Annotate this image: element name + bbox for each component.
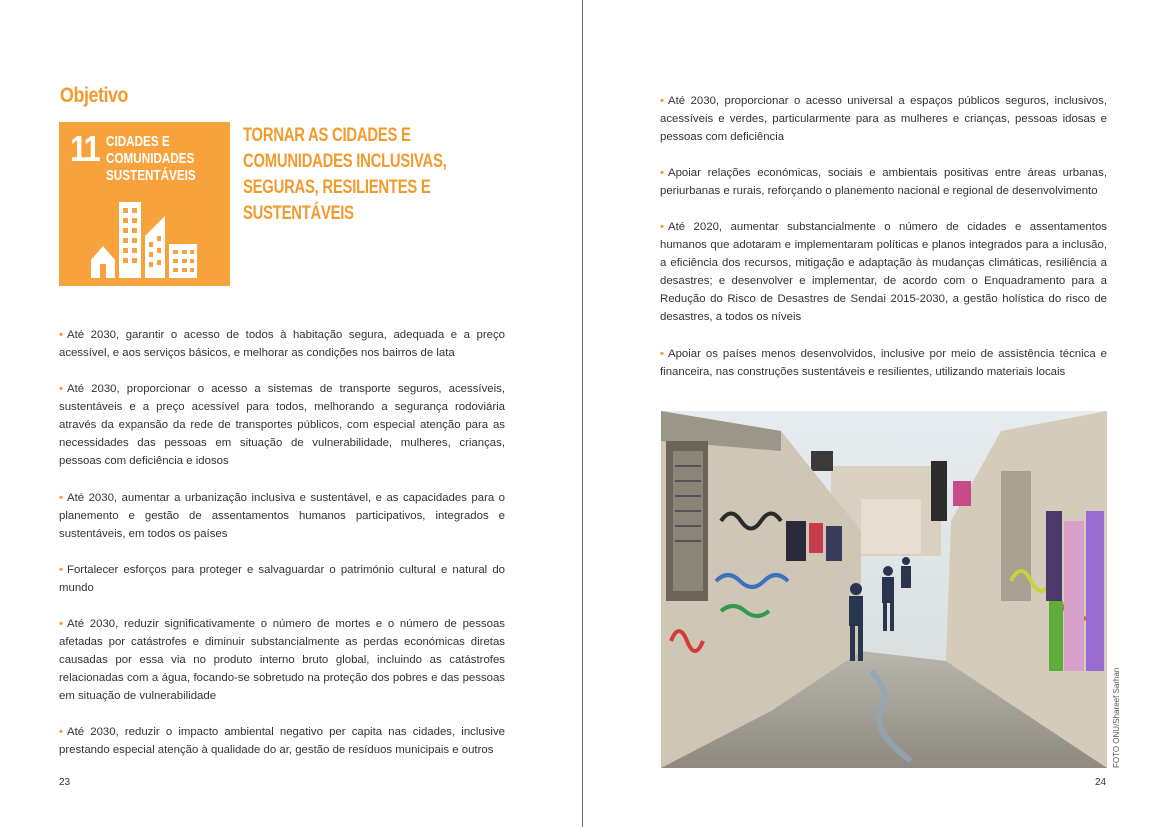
target-text: Até 2020, aumentar substancialmente o número de cidades e assentamentos humanos que adotaram e implementaram políticas e planos integrados para a inclusão, a eficiência dos recursos, mitigação e adaptação às mudanças climáticas, resiliência a desastres; e desenvolver e implementar, de acordo com o Enquadramento para a Redução do Risco de Desastres de Sendai 2015-2030, a gestão holística do risco de desastres, a todos os níveis [660, 221, 1107, 323]
photo-credit: FOTO ONU/Shareef Sarhan [1112, 667, 1121, 768]
sdg-11-tile [59, 122, 230, 286]
target-item [59, 326, 505, 362]
bullet-icon: • [59, 726, 63, 738]
bullet-icon: • [660, 167, 664, 179]
target-item [59, 489, 505, 543]
page-number: 24 [1095, 777, 1107, 788]
target-item [660, 218, 1107, 326]
target-item [660, 345, 1107, 381]
target-text: Apoiar os países menos desenvolvidos, inclusive por meio de assistência técnica e financeira, nas construções sustentáveis e resilientes, utilizando materiais locais [660, 348, 1107, 378]
section-heading: Objetivo [60, 84, 129, 107]
target-item [59, 561, 505, 597]
target-text: Apoiar relações económicas, sociais e ambientais positivas entre áreas urbanas, periurbanas e rurais, reforçando o planemento nacional e regional de desenvolvimento [660, 167, 1107, 197]
page-divider [582, 0, 583, 827]
goal-title: TORNAR AS CIDADES E COMUNIDADES INCLUSIVAS, SEGURAS, RESILIENTES E SUSTENTÁVEIS [243, 125, 447, 224]
target-item [660, 164, 1107, 200]
target-text: Até 2030, reduzir significativamente o número de mortes e o número de pessoas afetadas por catástrofes e diminuir substancialmente as perdas económicas diretas causadas por essa via no produto interno bruto global, incluindo as catástrofes relacionadas com a água, focando-se sobretudo na proteção dos pobres e das pessoas em situação de vulnerabilidade [59, 618, 505, 702]
target-item [660, 92, 1107, 146]
target-text: Fortalecer esforços para proteger e salvaguardar o património cultural e natural do mundo [59, 564, 505, 594]
target-item [59, 723, 505, 759]
bullet-icon: • [59, 492, 63, 504]
target-text: Até 2030, proporcionar o acesso universal a espaços públicos seguros, inclusivos, acessíveis e verdes, particularmente para as mulheres e crianças, pessoas idosas e pessoas com deficiência [660, 95, 1107, 143]
bullet-icon: • [660, 348, 664, 360]
target-item [59, 380, 505, 470]
city-buildings-icon [87, 198, 207, 280]
bullet-icon: • [660, 221, 664, 233]
page-number: 23 [59, 777, 71, 788]
alley-photo [661, 411, 1107, 768]
target-text: Até 2030, proporcionar o acesso a sistemas de transporte seguros, acessíveis, sustentáveis e a preço acessível para todos, melhorando a segurança rodoviária através da expansão da rede de transportes públicos, com especial atenção para as necessidades das pessoas em situação de vulnerabilidade, mulheres, crianças, pessoas com deficiência e idosos [59, 383, 505, 467]
target-item [59, 615, 505, 705]
sdg-title: CIDADES E COMUNIDADES SUSTENTÁVEIS [106, 133, 196, 184]
target-text: Até 2030, garantir o acesso de todos à habitação segura, adequada e a preço acessível, e aos serviços básicos, e melhorar as condições nos bairros de lata [59, 329, 505, 359]
target-text: Até 2030, aumentar a urbanização inclusiva e sustentável, e as capacidades para o planemento e gestão de assentamentos humanos participativos, integrados e sustentáveis, em todos os países [59, 492, 505, 540]
sdg-number: 11 [70, 128, 99, 169]
bullet-icon: • [59, 383, 63, 395]
target-text: Até 2030, reduzir o impacto ambiental negativo per capita nas cidades, inclusive prestando especial atenção à qualidade do ar, gestão de resíduos municipais e outros [59, 726, 505, 756]
alley-illustration [661, 411, 1107, 768]
bullet-icon: • [59, 618, 63, 630]
bullet-icon: • [59, 564, 63, 576]
left-page [0, 0, 582, 827]
bullet-icon: • [59, 329, 63, 341]
bullet-icon: • [660, 95, 664, 107]
